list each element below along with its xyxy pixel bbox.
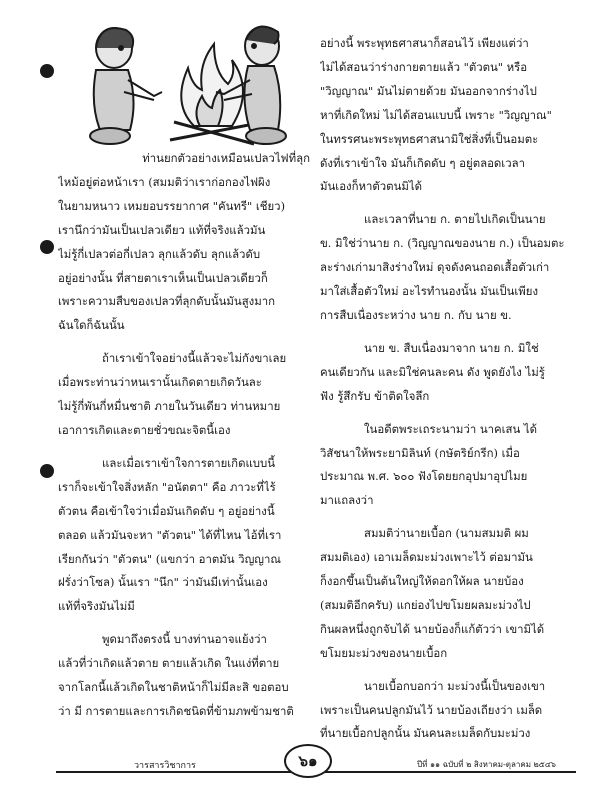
right-column [320, 32, 566, 746]
text-line: ฉันใดก็ฉันนั้น [58, 318, 125, 333]
campfire [170, 44, 254, 144]
text-line: ตัวตน คือเข้าใจว่าเมื่อมันเกิดดับ ๆ อยู่อย่างนี้ [58, 503, 275, 518]
text-line: เพราะเป็นคนปลูกมันไว้ นายบ้องเถียงว่า เมล็ด [320, 702, 543, 717]
text-line: คนเดียวกัน และมิใช่คนละคน ดัง พูดยังไง ไม่รู้ [320, 364, 545, 379]
issue-info: ปีที่ ๑๑ ฉบับที่ ๒ สิงหาคม-ตุลาคม ๒๕๔๖ [417, 760, 556, 769]
text-line: ประมาณ พ.ศ. ๖๐๐ ฟังโดยยกอุปมาอุปไมย [320, 469, 528, 484]
text-line: ที่นายเบื้อกปลูกนั้น มันคนละเมล็ดกับมะม่วง [320, 726, 531, 741]
text-line: ว่า มี การตายและการเกิดชนิดที่ข้ามภพข้ามชาติ [58, 703, 294, 718]
text-line: เมื่อพระท่านว่าหนเรานั้นเกิดตายเกิดวันละ [58, 375, 262, 390]
text-line: ฝรั่งว่าโซล) นั้นเรา "นึก" ว่ามันมีเท่านั้นเอง [58, 575, 268, 590]
text-line: มาแถลงว่า [320, 493, 374, 508]
text-line: เอาการเกิดและตายชั่วขณะจิตนี้เอง [58, 422, 231, 437]
text-line: "วิญญาณ" มันไม่ตายด้วย มันออกจากร่างไป [320, 83, 537, 98]
left-column [58, 147, 310, 724]
paragraph-start: ในอดีตพระเถระนามว่า นาคเสน ได้ [364, 421, 538, 436]
text-line: อย่างนี้ พระพุทธศาสนาก็สอนไว้ เพียงแต่ว่า [320, 36, 529, 50]
text-line: จากโลกนี้แล้วเกิดในชาติหน้าก็ไม่มีละสิ ขอตอบ [58, 680, 289, 695]
text-line: หาที่เกิดใหม่ ไม่ได้สอนแบบนี้ เพราะ "วิญญาณ" [320, 107, 552, 122]
text-line: ตลอด แล้วมันจะหา "ตัวตน" ได้ที่ไหน ไอ้ที่เรา [58, 527, 282, 542]
text-line: กินผลหนึ่งถูกจับได้ นายบ้องก็แก้ตัวว่า เขามิได้ [320, 621, 545, 636]
text-line: แล้วที่ว่าเกิดแล้วตาย ตายแล้วเกิด ในแง่ที่ตาย [58, 656, 280, 671]
page-number [284, 744, 332, 778]
paragraph-start: ถ้าเราเข้าใจอย่างนี้แล้วจะไม่กังขาเลย [102, 351, 287, 366]
left-figure [90, 28, 162, 144]
text-line: ไม่รู้กี่เปลวต่อกี่เปลว ลุกแล้วดับ ลุกแล้วดับ [58, 246, 261, 261]
paragraph-start: สมมติว่านายเบื้อก (นามสมมติ ผม [364, 526, 529, 541]
paragraph-start: นาย ข. สืบเนื่องมาจาก นาย ก. มิใช่ [364, 340, 539, 355]
text-line: ข. มิใช่ว่านาย ก. (วิญญาณของนาย ก.) เป็นอมตะ [320, 236, 565, 251]
page-footer [56, 752, 576, 778]
text-line: (สมมติอีกครับ) แกย่องไปขโมยผลมะม่วงไป [320, 597, 531, 612]
page-number-label: ๖๑ [298, 752, 318, 770]
ink-splat-icon [40, 240, 54, 254]
text-line: ไม่รู้กี่พันกี่หมื่นชาติ ภายในวันเดียว ท่านหมาย [58, 399, 281, 414]
text-line: สมมติเอง) เอาเมล็ดมะม่วงเพาะไว้ ต่อมามัน [320, 550, 533, 565]
text-line: เราก็จะเข้าใจสิ่งหลัก "อนัตตา" คือ ภาวะที่ไร้ [58, 479, 276, 494]
text-line: มาใส่เสื้อตัวใหม่ อะไรทำนองนั้น มันเป็นเพียง [320, 284, 539, 299]
text-line: เรียกกันว่า "ตัวตน" (แขกว่า อาตมัน วิญญาณ [58, 551, 281, 566]
text-line: ดังที่เราเข้าใจ มันก็เกิดดับ ๆ อยู่ตลอดเวลา [320, 155, 525, 170]
text-line: ในยามหนาว เหมยอบรรยากาศ "คันทรี" เชียว) [58, 198, 286, 213]
campfire-illustration [66, 18, 306, 154]
ink-splat-icon [40, 464, 54, 478]
paragraph-start: และเมื่อเราเข้าใจการตายเกิดแบบนี้ [102, 455, 276, 470]
text-line: วิสัชนาให้พระยามิลินท์ (กษัตริย์กรีก) เมื่อ [320, 445, 520, 460]
text-line: แท้ที่จริงมันไม่มี [58, 599, 135, 614]
text-line: ก็งอกขึ้นเป็นต้นใหญ่ให้ดอกให้ผล นายบ้อง [320, 574, 524, 589]
text-line: ท่านยกตัวอย่างเหมือนเปลวไฟที่ลุก [142, 151, 310, 165]
text-line: อยู่อย่างนั้น ที่สายตาเราเห็นเป็นเปลวเดียวก็ [58, 270, 268, 285]
text-line: มันเองก็หาตัวตนมิได้ [320, 179, 423, 194]
text-line: ละร่างเก่ามาสิงร่างใหม่ ดุจดังคนถอดเสื้อตัวเก่า [320, 260, 550, 275]
text-line: ฟัง รู้สึกรับ ข้าติดใจลึก [320, 388, 430, 403]
text-line: ไม่ได้สอนว่าร่างกายตายแล้ว "ตัวตน" หรือ [320, 59, 528, 74]
text-line: ในทรรศนะพระพุทธศาสนามิใช่สิ่งที่เป็นอมตะ [320, 131, 539, 146]
text-line: ขโมยมะม่วงของนายเบื้อก [320, 645, 448, 660]
text-line: ไหม้อยู่ต่อหน้าเรา (สมมติว่าเราก่อกองไฟผิง [58, 174, 271, 189]
text-line: เรานึกว่ามันเป็นเปลวเดียว แท้ที่จริงแล้วมัน [58, 222, 266, 237]
paragraph-start: นายเบื้อกบอกว่า มะม่วงนี้เป็นของเขา [364, 678, 546, 693]
paragraph-start: พูดมาถึงตรงนี้ บางท่านอาจแย้งว่า [102, 632, 267, 647]
ink-splat-icon [40, 64, 54, 78]
text-line: เพราะความสืบของเปลวที่ลุกดับนั้นมันสูงมาก [58, 294, 276, 309]
paragraph-start: และเวลาที่นาย ก. ตายไปเกิดเป็นนาย [364, 212, 546, 227]
text-line: การสืบเนื่องระหว่าง นาย ก. กับ นาย ข. [320, 307, 512, 322]
publication-name: วารสารวิชาการ [134, 761, 196, 771]
